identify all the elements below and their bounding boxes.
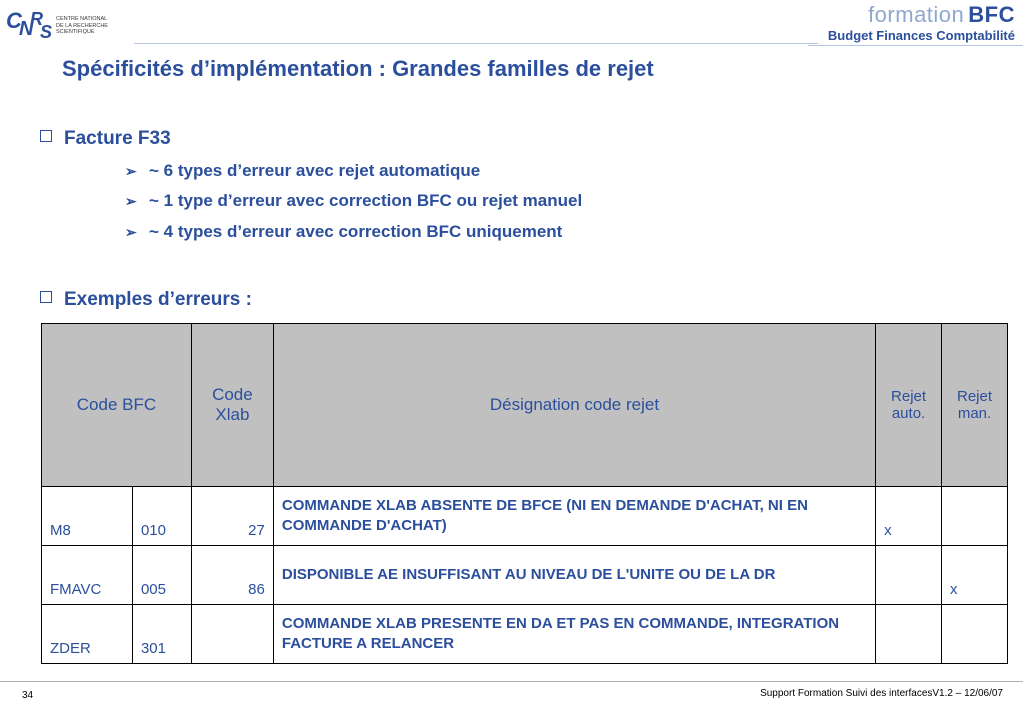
error-table (41, 323, 1008, 664)
cell-subcode: 005 (132, 546, 191, 605)
cell-subcode: 010 (132, 487, 191, 546)
cell-desc: DISPONIBLE AE INSUFFISANT AU NIVEAU DE L'UNITE OU DE LA DR (273, 546, 875, 605)
cell-xlab: 27 (191, 487, 273, 546)
table-row (42, 546, 1008, 605)
formation-bfc-brand (828, 2, 1015, 43)
section-facture-f33 (40, 128, 171, 150)
cell-xlab: 86 (191, 546, 273, 605)
table-row (42, 487, 1008, 546)
arrow-bullet-icon: ➢ (125, 193, 137, 209)
footer-text: Support Formation Suivi des interfacesV1.2 – 12/06/07 (760, 688, 1003, 699)
brand-subtitle: Budget Finances Comptabilité (827, 28, 1015, 43)
svg-text:S: S (40, 22, 53, 42)
table-row (42, 605, 1008, 664)
slide-title: Spécificités d’implémentation : Grandes familles de rejet (62, 56, 654, 81)
cell-desc: COMMANDE XLAB PRESENTE EN DA ET PAS EN COMMANDE, INTEGRATION FACTURE A RELANCER (273, 605, 875, 664)
cell-subcode: 301 (132, 605, 191, 664)
section-exemples (40, 289, 252, 311)
cnrs-caption: CENTRE NATIONAL DE LA RECHERCHE SCIENTIFIQUE (56, 16, 108, 35)
svg-text:N: N (19, 18, 34, 40)
checkbox-bullet-icon (40, 130, 52, 142)
cell-auto (876, 605, 942, 664)
cell-man (942, 487, 1008, 546)
header-code-bfc: Code BFC (42, 324, 192, 487)
cell-code: ZDER (42, 605, 133, 664)
page-number: 34 (22, 690, 34, 701)
list-item: ➢ ~ 4 types d’erreur avec correction BFC uniquement (125, 222, 563, 241)
cell-xlab (191, 605, 273, 664)
section-heading: Facture F33 (64, 128, 171, 149)
list-item: ➢ ~ 6 types d’erreur avec rejet automatique (125, 161, 481, 180)
header-divider-right (808, 45, 1023, 46)
header-divider (134, 43, 818, 44)
list-item: ➢ ~ 1 type d’erreur avec correction BFC ou rejet manuel (125, 191, 583, 210)
brand-bfc: BFC (968, 2, 1015, 27)
cell-desc: COMMANDE XLAB ABSENTE DE BFCE (NI EN DEMANDE D'ACHAT, NI EN COMMANDE D'ACHAT) (273, 487, 875, 546)
cell-auto (876, 546, 942, 605)
cell-auto: x (876, 487, 942, 546)
svg-text:C: C (6, 8, 22, 33)
header-rejet-auto: Rejet auto. (876, 324, 942, 487)
cell-code: M8 (42, 487, 133, 546)
section-heading: Exemples d’erreurs : (64, 289, 252, 310)
cell-code: FMAVC (42, 546, 133, 605)
arrow-bullet-icon: ➢ (125, 163, 137, 179)
table-header-row (42, 324, 1008, 487)
svg-text:R: R (30, 9, 43, 29)
arrow-bullet-icon: ➢ (125, 224, 137, 240)
header-designation: Désignation code rejet (273, 324, 875, 487)
cell-man: x (942, 546, 1008, 605)
footer-divider (0, 681, 1023, 682)
checkbox-bullet-icon (40, 291, 52, 303)
brand-formation: formation (868, 2, 965, 27)
header-rejet-man: Rejet man. (942, 324, 1008, 487)
header-code-xlab: Code Xlab (191, 324, 273, 487)
cell-man (942, 605, 1008, 664)
